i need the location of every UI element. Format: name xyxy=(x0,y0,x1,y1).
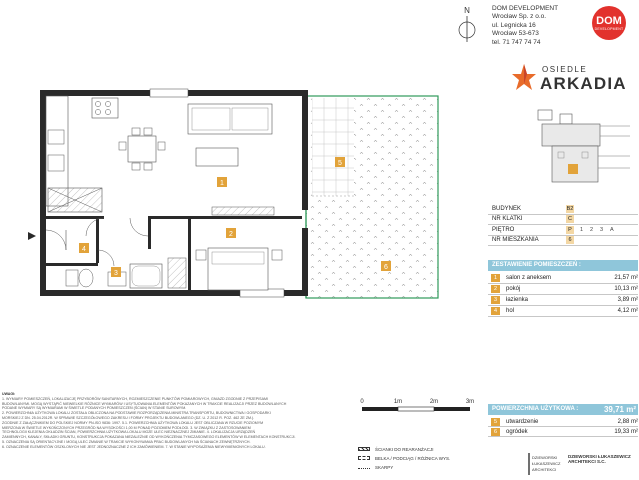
info-label: BUDYNEK xyxy=(492,205,522,212)
dom-logo-subtext: DEVELOPMENT xyxy=(594,27,624,31)
info-row-pietro xyxy=(488,225,638,236)
compass xyxy=(456,4,478,44)
room-area: 21,57 m² xyxy=(614,275,638,281)
scale-tick-label: 1m xyxy=(393,399,403,405)
total-area-value: 39,71 m² xyxy=(603,405,636,414)
legend-label: SKARPY xyxy=(375,464,394,470)
notes-title: UWAGI: xyxy=(2,392,16,396)
note-line: MIERZONA W ŚWIETLE WYKOŃCZONYCH PRZEGRÓD NA WYSOKOŚCI 1,00 M PONAD POZIOMEM PODŁOGI. 3. W ZWIĄZKU Z ZASTOSOWANIEM xyxy=(2,425,251,430)
note-line: 6. OZNACZENIE ELEMENTÓW OSZKLONYCH NIE JEST JEDNOZNACZNE Z ICH ZAMÓWIENIEM. 7. W STANIE WYPOSAŻENIA NIEWYMIENIONYCH LOKALU. xyxy=(2,444,266,449)
info-row-budynek xyxy=(488,204,638,215)
developer-street: ul. Legnicka 16 xyxy=(492,21,536,29)
info-label: PIĘTRO xyxy=(492,226,515,233)
notes-block xyxy=(2,392,332,450)
room-name: łazienka xyxy=(506,297,529,303)
developer-city: Wrocław 53-673 xyxy=(492,30,539,38)
legend-label: BELKA / PODCIĄG / RÓŻNICA WYS. xyxy=(375,455,451,461)
room-label-5: 5 xyxy=(338,160,342,167)
compass-north-label: N xyxy=(464,6,470,15)
legend-item xyxy=(358,454,450,462)
info-label: NR MIESZKANIA xyxy=(492,237,539,244)
developer-info xyxy=(492,5,558,47)
room-label-1: 1 xyxy=(220,180,224,187)
room-name: hol xyxy=(506,308,515,314)
room-row xyxy=(488,306,638,317)
room-label-4: 4 xyxy=(82,246,86,253)
floor-option: A xyxy=(610,226,614,233)
dom-logo xyxy=(592,6,626,40)
brand-name: ARKADIA xyxy=(540,74,627,93)
legend-swatch xyxy=(358,447,370,451)
architect-name-2: ARCHITEKCI S.C. xyxy=(568,459,606,465)
legend-label: ŚCIANKI DO REARANŻACJI xyxy=(375,446,434,452)
outdoor-area: 19,33 m² xyxy=(614,428,638,435)
info-value: C xyxy=(566,215,574,223)
outdoor-row xyxy=(488,427,638,437)
terrace-area xyxy=(312,98,354,196)
room-number: 1 xyxy=(491,274,500,282)
architect-logo xyxy=(528,452,564,476)
room-area: 4,12 m² xyxy=(617,308,638,314)
architect-text xyxy=(568,454,631,465)
room-area: 3,89 m² xyxy=(617,297,638,303)
scale-tick-label: 0 xyxy=(360,399,364,405)
floor-option: 2 xyxy=(590,226,594,233)
developer-phone: tel. 71 747 74 74 xyxy=(492,38,541,46)
info-label: NR KLATKI xyxy=(492,216,523,223)
arkadia-logo xyxy=(510,62,627,96)
apartment-info-table xyxy=(488,204,638,246)
note-line: 1. WYMIARY POMIESZCZEŃ, LOKALIZACJĘ PRZYBORÓW SANITARNYCH, ROZMIESZCZENIE PUNKTÓW POMIAROWYCH, GNIAZD ZGODNIE Z PRZEPISAMI xyxy=(2,396,268,401)
outdoor-name: utwardzenie xyxy=(506,418,539,425)
developer-company: Wrocław Sp. z o.o. xyxy=(492,13,547,21)
note-line: ZGODNIE Z ZAŁĄCZNIKIEM DO POLSKIEJ NORMY PN-ISO 9836: 1997. 5.1. POWIERZCHNIA UŻYTKOWA LOKALU JEST OBLICZANA W RZUCIE POZIOMYM xyxy=(2,420,264,425)
entry-arrow-icon xyxy=(28,232,36,240)
legend xyxy=(358,445,450,472)
legend-item xyxy=(358,445,450,453)
info-row-klatka xyxy=(488,215,638,226)
note-line: 2. POWIERZCHNIA UŻYTKOWA LOKALU ZOSTAŁA OBLICZONA NA PODSTAWIE ROZPORZĄDZENIA MINISTRA TRANSPORTU, BUDOWNICTWA I GOSPODARKI xyxy=(2,411,271,416)
note-line: TECHNOLOGII KLEJENIA OKŁADZIN ŚCIAN, POWIERZCHNIA UŻYTKOWA LOKALU MOŻE ULEC NIEZNACZNEJ ZMIANIE. 4. LOKALIZACJA URZĄDZEŃ xyxy=(2,430,256,435)
developer-name: DOM DEVELOPMENT xyxy=(492,5,559,12)
room-area: 10,13 m² xyxy=(614,286,638,292)
outdoor-number: 5 xyxy=(491,418,500,426)
outdoor-area: 2,88 m² xyxy=(617,418,638,425)
outdoor-list xyxy=(488,417,638,437)
room-name: salon z aneksem xyxy=(506,275,552,281)
room-number: 3 xyxy=(491,296,500,304)
outdoor-name: ogródek xyxy=(506,428,528,435)
legend-item xyxy=(358,463,450,471)
room-row xyxy=(488,273,638,284)
room-label-3: 3 xyxy=(114,270,118,277)
site-minimap xyxy=(530,106,636,190)
note-line: BUDOWLANYMI. MOGĄ WYSTĄPIĆ NIEWIELKIE RÓŻNICE WYMIARÓW I USYTUOWANIA ELEMENTÓW POKAZANYCH W TRAKCIE REALIZACJI PRZEZ BUDOWLANYCH xyxy=(2,401,287,406)
floor-option: 1 xyxy=(580,226,584,233)
architect-logo-line: DZIEWORSKI xyxy=(532,455,558,460)
rooms-list xyxy=(488,273,638,317)
floor-option: 3 xyxy=(600,226,604,233)
room-row xyxy=(488,284,638,295)
dom-logo-text: DOM xyxy=(596,15,622,27)
architect-logo-line: ARCHITEKCI xyxy=(532,467,557,472)
info-row-mieszkania xyxy=(488,236,638,247)
scale-bar xyxy=(340,394,480,424)
scale-tick-label: 3m xyxy=(465,399,475,405)
outdoor-number: 6 xyxy=(491,428,500,436)
total-area-bar xyxy=(488,404,638,415)
info-value: P xyxy=(566,226,574,234)
legend-swatch xyxy=(358,465,370,469)
total-area-label: POWIERZCHNIA UŻYTKOWA : xyxy=(492,406,579,412)
architect-block xyxy=(528,452,638,478)
note-line: MORSKIEJ Z DN. 25.04.2012R. W SPRAWIE SZCZEGÓŁOWEGO ZAKRESU I FORMY PROJEKTU BUDOWLANEGO (DZ. U. Z 2012 R. POZ. 462 ZE ZM.). xyxy=(2,415,255,420)
note-line: ZAMIENNYCH, KANAŁY, SKŁADKI GRUNTU, KONSTRUKCJA POKAZANA NIEZALEŻNIE OD WYKOŃCZENIA TYMCZASOWEGO ELEMENTÓW W ELEMENTACH KONSTRUKCJI. xyxy=(2,435,296,440)
info-value: 6 xyxy=(566,236,574,244)
architect-name: DZIEWORSKI ŁUKASZEWICZ xyxy=(568,454,631,459)
brand-prefix: OSIEDLE xyxy=(542,65,588,74)
info-value: B2 xyxy=(566,205,574,212)
outdoor-row xyxy=(488,417,638,427)
room-number: 2 xyxy=(491,285,500,293)
room-name: pokój xyxy=(506,286,521,292)
room-number: 4 xyxy=(491,307,500,315)
legend-swatch xyxy=(358,456,370,460)
note-line: 5. OZNACZENIA SĄ ORIENTACYJNE I MOGĄ ULEC ZMIANIE W TRAKCIE WYKONYWANIA PRAC BUDOWLANYCH NA ŚCIANACH ZEWNĘTRZNYCH. xyxy=(2,439,251,444)
architect-logo-line: ŁUKASZEWICZ xyxy=(532,461,561,466)
scale-tick-label: 2m xyxy=(429,399,439,405)
room-row xyxy=(488,295,638,306)
room-label-2: 2 xyxy=(229,231,233,238)
arkadia-star-icon xyxy=(510,62,538,92)
room-label-6: 6 xyxy=(384,264,388,271)
rooms-header: ZESTAWIENIE POMIESZCZEŃ : xyxy=(488,260,638,271)
note-line: PODANE WYMIARY SĄ WYMIARAMI W ŚWIETLE PODANYCH POMIESZCZEŃ (ŚCIAN) W STANIE SUROWYM. xyxy=(2,406,187,411)
